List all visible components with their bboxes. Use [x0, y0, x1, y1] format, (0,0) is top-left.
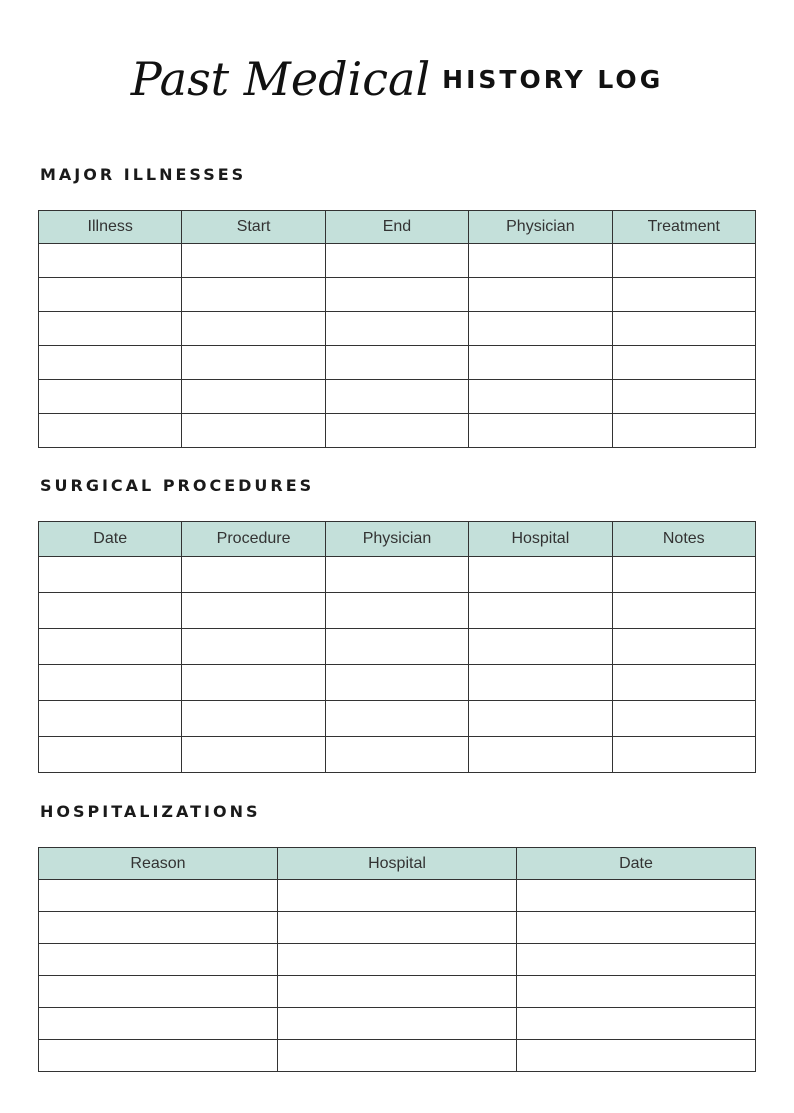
- major-illnesses-table: [38, 210, 756, 448]
- table-cell[interactable]: [39, 244, 182, 278]
- table-cell[interactable]: [469, 278, 612, 312]
- surgical-procedures-table: [38, 521, 756, 773]
- table-cell[interactable]: [39, 880, 278, 912]
- table-cell[interactable]: [278, 912, 517, 944]
- page-title: [0, 52, 794, 106]
- table-cell[interactable]: [39, 312, 182, 346]
- table-cell[interactable]: [182, 629, 325, 665]
- table-row: [39, 593, 756, 629]
- column-header: Treatment: [612, 211, 755, 244]
- table-cell[interactable]: [278, 976, 517, 1008]
- table-cell[interactable]: [517, 944, 756, 976]
- table-cell[interactable]: [612, 701, 755, 737]
- table-row: [39, 278, 756, 312]
- column-header: Date: [517, 848, 756, 880]
- table-cell[interactable]: [469, 414, 612, 448]
- table-row: [39, 380, 756, 414]
- column-header: End: [325, 211, 468, 244]
- section-heading-surgical-procedures: SURGICAL PROCEDURES: [40, 476, 315, 495]
- table-cell[interactable]: [612, 737, 755, 773]
- table-cell[interactable]: [612, 665, 755, 701]
- table-row: [39, 944, 756, 976]
- table-cell[interactable]: [325, 557, 468, 593]
- table-cell[interactable]: [39, 665, 182, 701]
- table-cell[interactable]: [469, 380, 612, 414]
- table-row: [39, 346, 756, 380]
- table-cell[interactable]: [325, 312, 468, 346]
- column-header: Notes: [612, 522, 755, 557]
- table-row: [39, 629, 756, 665]
- table-cell[interactable]: [39, 701, 182, 737]
- page-title-script: Past Medical: [130, 52, 431, 106]
- table-row: [39, 557, 756, 593]
- table-cell[interactable]: [39, 1040, 278, 1072]
- table-cell[interactable]: [612, 557, 755, 593]
- table-cell[interactable]: [325, 701, 468, 737]
- table-cell[interactable]: [469, 701, 612, 737]
- table-row: [39, 312, 756, 346]
- table-cell[interactable]: [612, 380, 755, 414]
- table-row: [39, 414, 756, 448]
- table-row: [39, 1040, 756, 1072]
- column-header: Procedure: [182, 522, 325, 557]
- table-cell[interactable]: [517, 1040, 756, 1072]
- table-cell[interactable]: [182, 380, 325, 414]
- table-cell[interactable]: [182, 244, 325, 278]
- table-cell[interactable]: [325, 346, 468, 380]
- column-header: Reason: [39, 848, 278, 880]
- table-row: [39, 912, 756, 944]
- table-cell[interactable]: [469, 557, 612, 593]
- table-cell[interactable]: [612, 629, 755, 665]
- column-header: Start: [182, 211, 325, 244]
- table-cell[interactable]: [39, 1008, 278, 1040]
- table-cell[interactable]: [325, 278, 468, 312]
- table-cell[interactable]: [325, 665, 468, 701]
- table-cell[interactable]: [39, 557, 182, 593]
- table-cell[interactable]: [182, 278, 325, 312]
- table-cell[interactable]: [39, 414, 182, 448]
- table-cell[interactable]: [39, 944, 278, 976]
- table-cell[interactable]: [182, 414, 325, 448]
- table-cell[interactable]: [469, 244, 612, 278]
- section-heading-hospitalizations: HOSPITALIZATIONS: [40, 802, 261, 821]
- column-header: Illness: [39, 211, 182, 244]
- column-header: Hospital: [278, 848, 517, 880]
- table-cell[interactable]: [39, 976, 278, 1008]
- table-cell[interactable]: [39, 346, 182, 380]
- table-cell[interactable]: [182, 593, 325, 629]
- table-cell[interactable]: [182, 557, 325, 593]
- table-cell[interactable]: [39, 912, 278, 944]
- table-cell[interactable]: [469, 593, 612, 629]
- table-cell[interactable]: [612, 593, 755, 629]
- section-heading-major-illnesses: MAJOR ILLNESSES: [40, 165, 247, 184]
- column-header: Physician: [469, 211, 612, 244]
- table-cell[interactable]: [39, 593, 182, 629]
- table-row: [39, 1008, 756, 1040]
- table-cell[interactable]: [278, 944, 517, 976]
- table-cell[interactable]: [325, 629, 468, 665]
- table-cell[interactable]: [469, 665, 612, 701]
- table-cell[interactable]: [517, 1008, 756, 1040]
- table-cell[interactable]: [469, 312, 612, 346]
- table-cell[interactable]: [517, 976, 756, 1008]
- column-header: Physician: [325, 522, 468, 557]
- table-cell[interactable]: [325, 737, 468, 773]
- table-cell[interactable]: [278, 1040, 517, 1072]
- table-cell[interactable]: [469, 737, 612, 773]
- table-header-row: [39, 848, 756, 880]
- table-cell[interactable]: [612, 414, 755, 448]
- table-row: [39, 244, 756, 278]
- table-cell[interactable]: [325, 414, 468, 448]
- table-row: [39, 880, 756, 912]
- table-cell[interactable]: [612, 346, 755, 380]
- table-cell[interactable]: [469, 629, 612, 665]
- table-cell[interactable]: [182, 665, 325, 701]
- table-row: [39, 701, 756, 737]
- table-cell[interactable]: [517, 912, 756, 944]
- table-cell[interactable]: [182, 737, 325, 773]
- hospitalizations-table: [38, 847, 756, 1072]
- table-cell[interactable]: [182, 701, 325, 737]
- table-row: [39, 665, 756, 701]
- column-header: Date: [39, 522, 182, 557]
- table-cell[interactable]: [182, 312, 325, 346]
- table-cell[interactable]: [325, 593, 468, 629]
- table-cell[interactable]: [39, 380, 182, 414]
- table-cell[interactable]: [517, 880, 756, 912]
- page-title-caps: HISTORY LOG: [442, 64, 664, 94]
- table-cell[interactable]: [39, 629, 182, 665]
- table-cell[interactable]: [182, 346, 325, 380]
- table-cell[interactable]: [39, 737, 182, 773]
- table-cell[interactable]: [612, 278, 755, 312]
- table-row: [39, 737, 756, 773]
- table-cell[interactable]: [39, 278, 182, 312]
- table-cell[interactable]: [612, 312, 755, 346]
- table-cell[interactable]: [325, 244, 468, 278]
- table-cell[interactable]: [469, 346, 612, 380]
- column-header: Hospital: [469, 522, 612, 557]
- table-row: [39, 976, 756, 1008]
- table-cell[interactable]: [278, 1008, 517, 1040]
- table-cell[interactable]: [612, 244, 755, 278]
- table-cell[interactable]: [325, 380, 468, 414]
- table-cell[interactable]: [278, 880, 517, 912]
- table-header-row: [39, 211, 756, 244]
- table-header-row: [39, 522, 756, 557]
